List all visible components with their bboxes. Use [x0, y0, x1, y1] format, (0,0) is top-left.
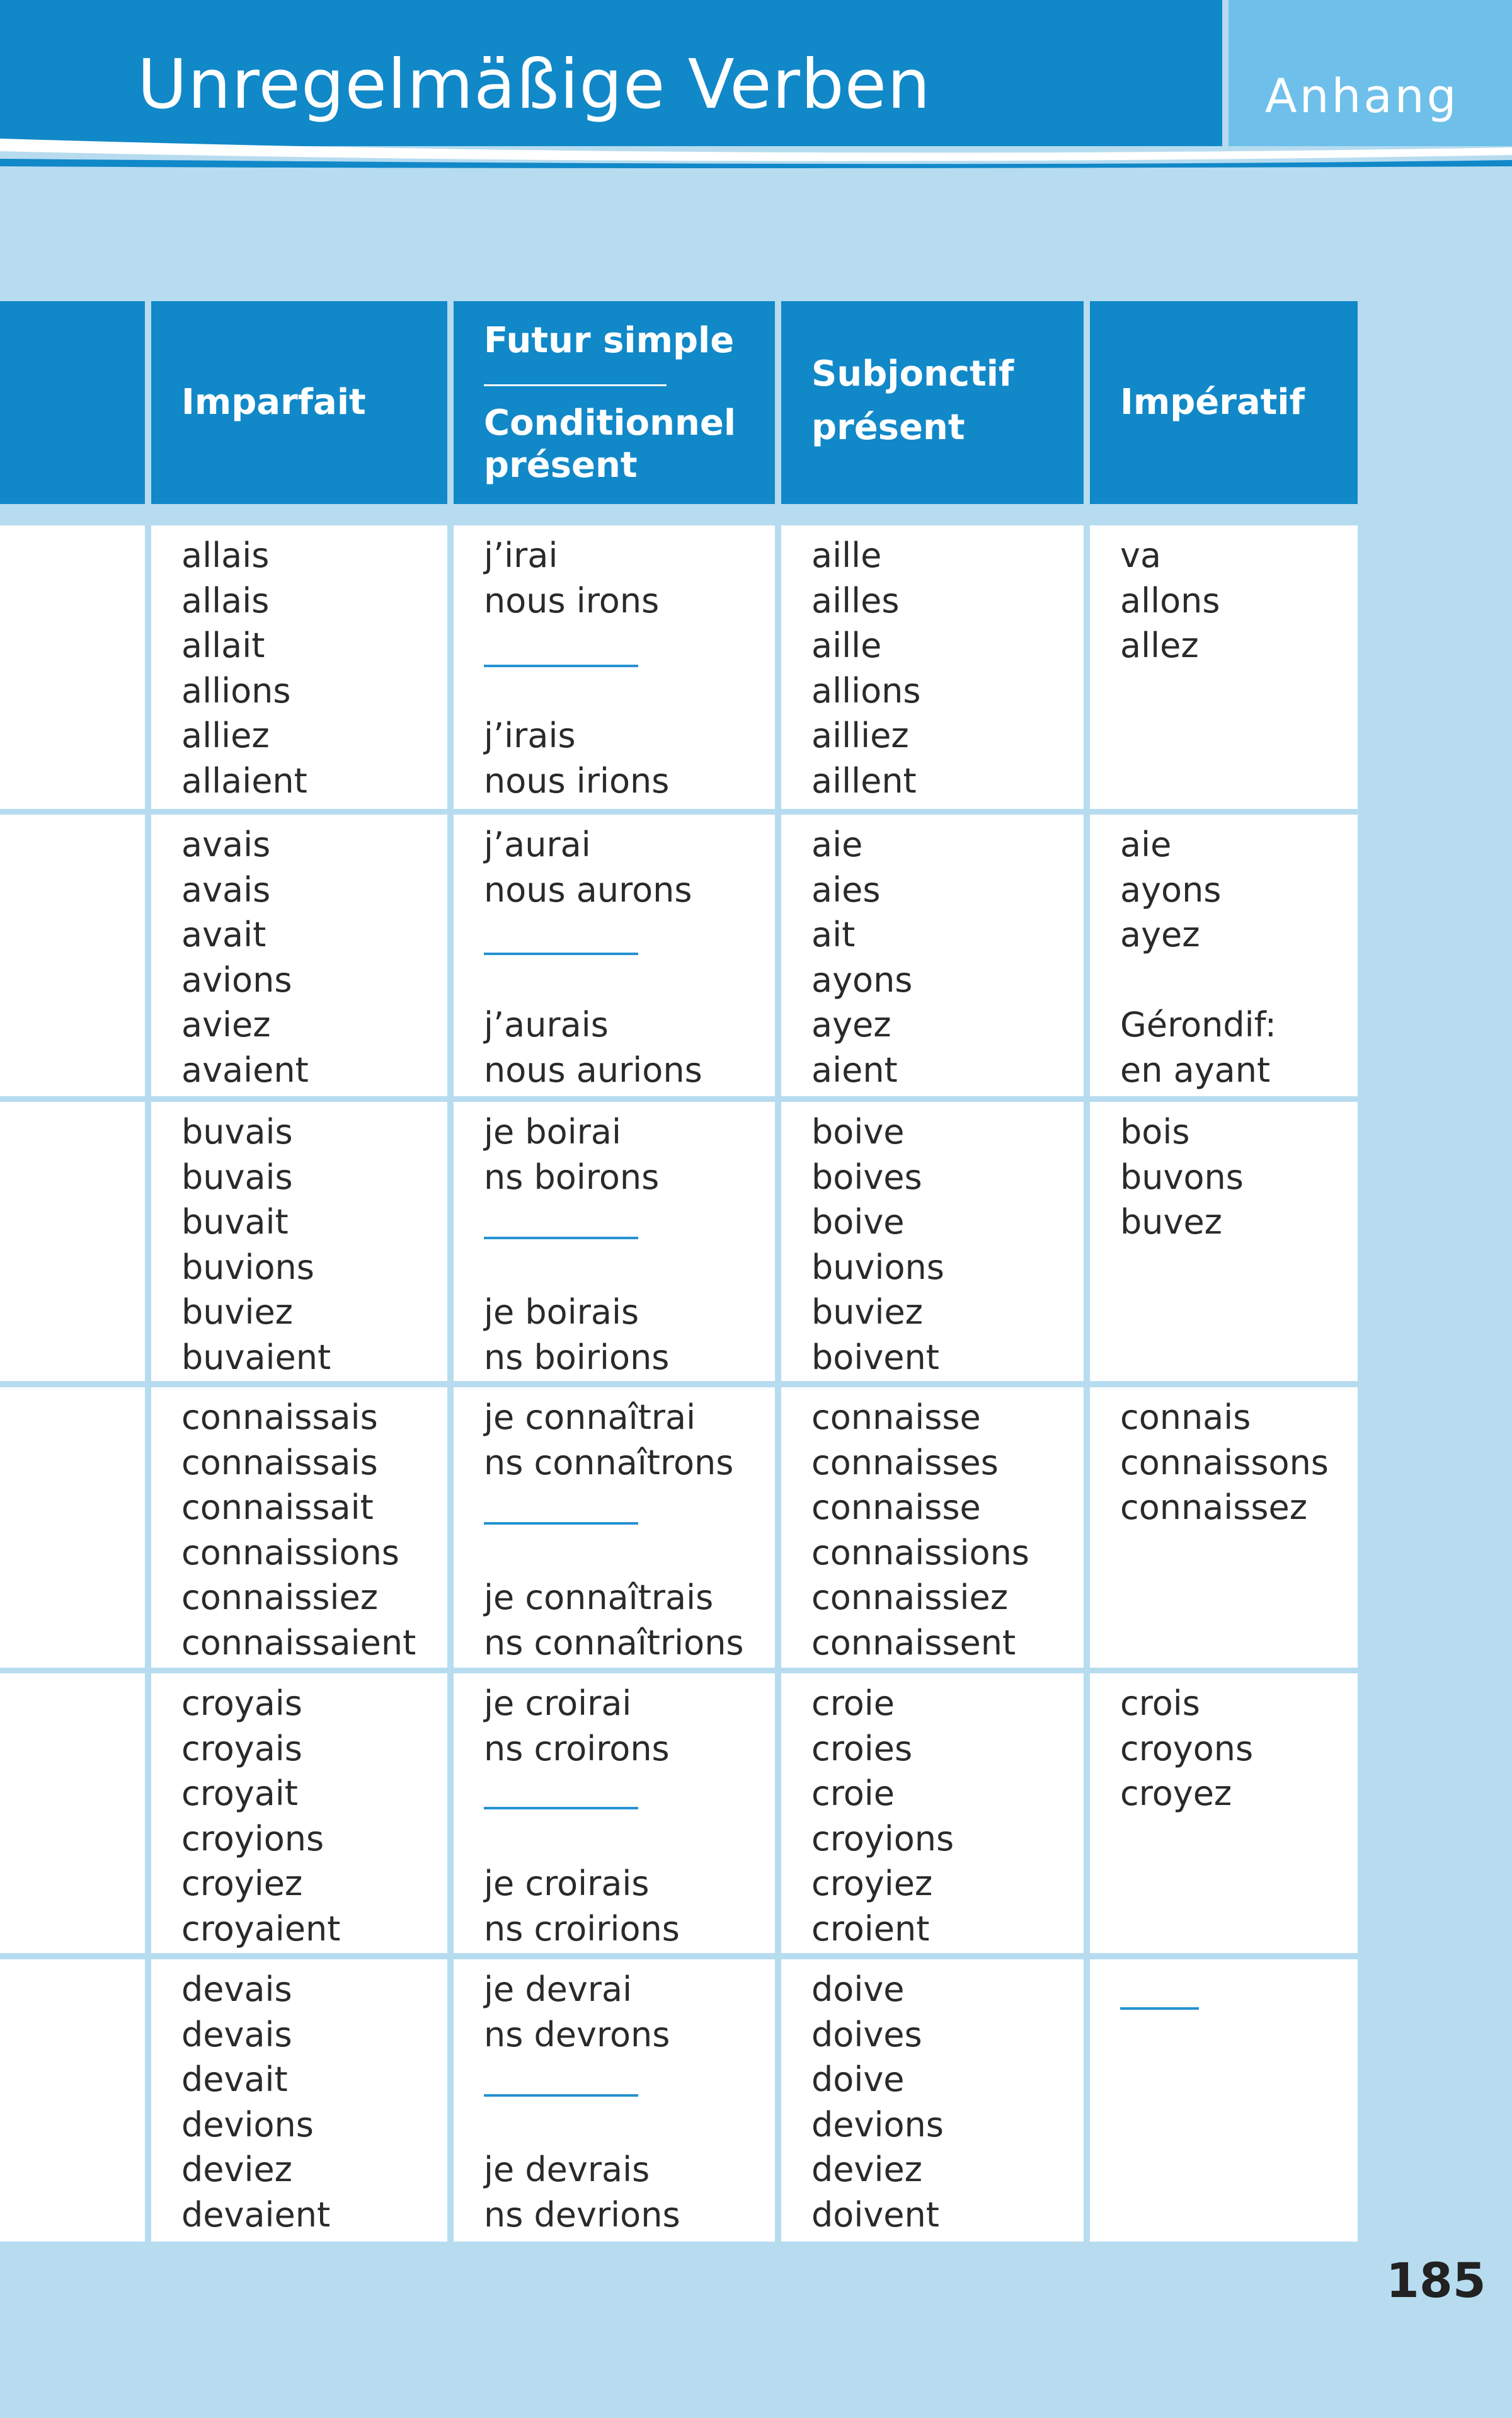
imperatif-forms: crois croyons croyez: [1120, 1683, 1254, 1813]
futur-conditionnel-cell: [454, 1387, 775, 1668]
table-row-verb-cell: [0, 1959, 145, 2242]
imperatif-forms: va allons allez: [1120, 536, 1220, 665]
subjonctif-cell: [781, 1102, 1084, 1381]
column-header-imperatif: [1090, 301, 1358, 504]
futur-header-label: Futur simple: [484, 320, 735, 361]
imparfait-cell: [151, 1102, 447, 1381]
page-title: Unregelmäßige Verben: [137, 45, 931, 124]
imperatif-cell: [1090, 525, 1358, 809]
imparfait-forms: croyais croyais croyait croyions croyiez croyaient: [181, 1683, 341, 1949]
subjonctif-cell: [781, 815, 1084, 1096]
futur-forms: j’aurai nous aurons: [484, 825, 692, 910]
imparfait-cell: [151, 525, 447, 809]
table-row-verb-cell: [0, 815, 145, 1096]
futur-conditionnel-divider: [484, 2094, 638, 2097]
conditionnel-forms: je boirais ns boirions: [484, 1292, 670, 1377]
page-number: 185: [1386, 2252, 1486, 2308]
subjonctif-forms: aille ailles aille allions ailliez aillent: [811, 536, 921, 801]
table-row-verb-cell: [0, 1102, 145, 1381]
conditionnel-header-label-2: présent: [484, 445, 638, 486]
table-row-verb-cell: [0, 1387, 145, 1668]
imparfait-forms: devais devais devait devions deviez devaient: [181, 1969, 331, 2235]
subjonctif-cell: [781, 525, 1084, 809]
conditionnel-header-label: Conditionnel: [484, 403, 736, 444]
imperatif-empty-dash: [1120, 2007, 1199, 2010]
imperatif-cell: [1090, 815, 1358, 1096]
imparfait-header-label: Imparfait: [181, 382, 366, 423]
imparfait-forms: connaissais connaissais connaissait connaissions connaissiez connaissaient: [181, 1397, 416, 1663]
table-row-verb-cell: [0, 525, 145, 809]
subjonctif-forms: croie croies croie croyions croyiez croient: [811, 1683, 954, 1949]
column-header-subjonctif: [781, 301, 1084, 504]
imperatif-forms: bois buvons buvez: [1120, 1112, 1244, 1242]
imparfait-forms: buvais buvais buvait buvions buviez buvaient: [181, 1112, 331, 1377]
column-header-verb: [0, 301, 145, 504]
imperatif-cell: [1090, 1102, 1358, 1381]
futur-forms: je connaîtrai ns connaîtrons: [484, 1397, 734, 1482]
conditionnel-forms: j’irais nous irions: [484, 716, 670, 801]
conditionnel-forms: je devrais ns devrions: [484, 2150, 680, 2235]
futur-conditionnel-cell: [454, 1673, 775, 1953]
header-wave: [0, 137, 1512, 169]
conditionnel-forms: je croirais ns croirions: [484, 1864, 680, 1949]
table-row-verb-cell: [0, 1673, 145, 1953]
futur-conditionnel-divider: [484, 953, 638, 955]
imperatif-cell: [1090, 1387, 1358, 1668]
futur-conditionnel-divider: [484, 1237, 638, 1239]
futur-conditionnel-divider: [484, 665, 638, 667]
conditionnel-forms: j’aurais nous aurions: [484, 1005, 702, 1090]
column-header-futur-conditionnel: [454, 301, 775, 504]
imperatif-header-label: Impératif: [1120, 382, 1305, 423]
subjonctif-forms: doive doives doive devions deviez doivent: [811, 1969, 944, 2235]
futur-forms: je boirai ns boirons: [484, 1112, 660, 1197]
imparfait-cell: [151, 1959, 447, 2242]
subjonctif-forms: boive boives boive buvions buviez boivent: [811, 1112, 944, 1377]
imparfait-forms: allais allais allait allions alliez allaient: [181, 536, 307, 801]
subjonctif-forms: aie aies ait ayons ayez aient: [811, 825, 913, 1090]
section-tab-label: Anhang: [1265, 69, 1459, 123]
futur-header-divider: [484, 384, 667, 386]
imperatif-forms: connais connaissons connaissez: [1120, 1397, 1329, 1527]
subjonctif-cell: [781, 1387, 1084, 1668]
futur-forms: je croirai ns croirons: [484, 1683, 670, 1768]
futur-conditionnel-cell: [454, 1102, 775, 1381]
futur-conditionnel-cell: [454, 1959, 775, 2242]
futur-forms: j’irai nous irons: [484, 536, 660, 621]
column-header-imparfait: [151, 301, 447, 504]
subjonctif-header-label-2: présent: [811, 407, 965, 448]
subjonctif-cell: [781, 1673, 1084, 1953]
subjonctif-forms: connaisse connaisses connaisse connaissions connaissiez connaissent: [811, 1397, 1029, 1663]
futur-conditionnel-divider: [484, 1522, 638, 1525]
imperatif-forms: aie ayons ayez Gérondif: en ayant: [1120, 825, 1276, 1090]
imparfait-cell: [151, 1387, 447, 1668]
futur-conditionnel-cell: [454, 525, 775, 809]
futur-conditionnel-divider: [484, 1807, 638, 1809]
imperatif-cell: [1090, 1673, 1358, 1953]
imparfait-forms: avais avais avait avions aviez avaient: [181, 825, 309, 1090]
futur-conditionnel-cell: [454, 815, 775, 1096]
imperatif-cell: [1090, 1959, 1358, 2242]
imparfait-cell: [151, 815, 447, 1096]
conditionnel-forms: je connaîtrais ns connaîtrions: [484, 1578, 744, 1663]
imparfait-cell: [151, 1673, 447, 1953]
futur-forms: je devrai ns devrons: [484, 1969, 670, 2054]
subjonctif-header-label: Subjonctif: [811, 353, 1014, 394]
subjonctif-cell: [781, 1959, 1084, 2242]
